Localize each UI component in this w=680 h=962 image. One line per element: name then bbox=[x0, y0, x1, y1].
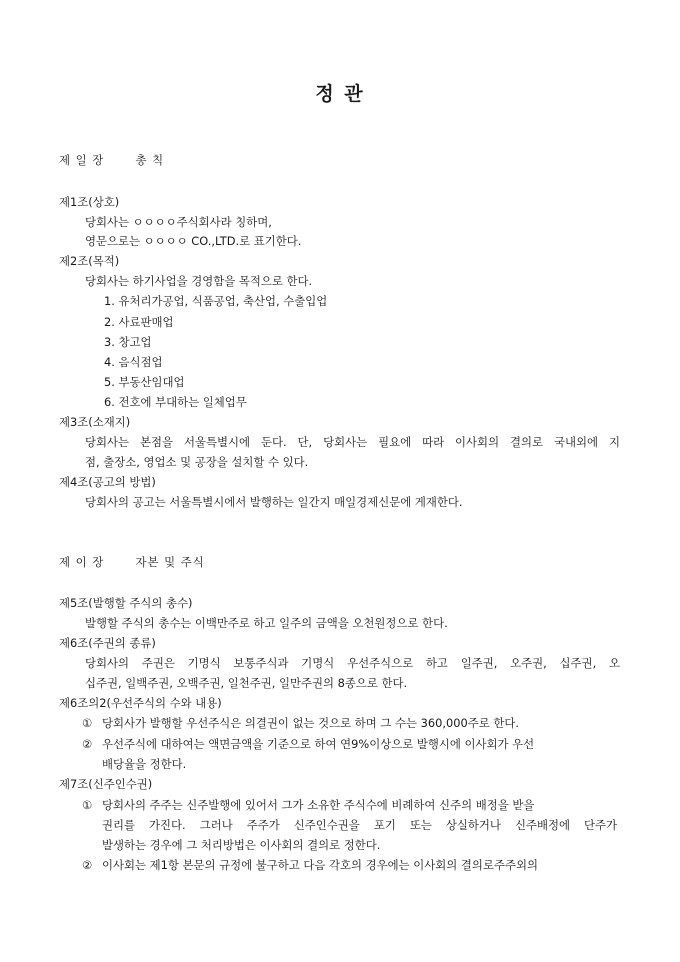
chapter-2-label: 제 이 장 bbox=[59, 555, 105, 569]
article-2-item-5: 5. 부동산임대업 bbox=[104, 375, 185, 389]
paragraph-number: ① bbox=[82, 716, 93, 730]
article-2-item-4: 4. 음식점업 bbox=[104, 355, 163, 369]
article-6-2-paragraph-1 bbox=[82, 716, 519, 731]
paragraph-text: 이사회는 제1항 본문의 규정에 불구하고 다음 각호의 경우에는 이사회의 결의로주주외의 bbox=[102, 858, 538, 872]
article-2-item-3: 3. 창고업 bbox=[104, 335, 152, 349]
paragraph-text: 우선주식에 대하여는 액면금액을 기준으로 하여 연9%이상으로 발행시에 이사회가 우선 bbox=[102, 737, 535, 751]
article-3-heading: 제3조(소재지) bbox=[59, 415, 131, 429]
article-5-line-1: 발행할 주식의 총수는 이백만주로 하고 일주의 금액을 오천원정으로 한다. bbox=[85, 616, 448, 630]
article-6-2-paragraph-2 bbox=[82, 737, 534, 752]
article-2-item-1: 1. 유처리가공업, 식품공업, 축산업, 수출입업 bbox=[104, 294, 328, 308]
paragraph-number: ② bbox=[82, 858, 93, 872]
article-6-line-1: 당회사의 주권은 기명식 보통주식과 기명식 우선주식으로 하고 일주권, 오주권, 십주권, 오 bbox=[85, 656, 620, 670]
article-6-2-paragraph-2-line-2: 배당율을 정한다. bbox=[102, 757, 187, 771]
paragraph-number: ② bbox=[82, 737, 93, 751]
paragraph-text: 당회사가 발행할 우선주식은 의결권이 없는 것으로 하며 그 수는 360,000주로 한다. bbox=[102, 716, 520, 730]
chapter-2-heading bbox=[59, 555, 205, 570]
article-3-line-2: 점, 출장소, 영업소 및 공장을 설치할 수 있다. bbox=[85, 455, 309, 469]
article-2-heading: 제2조(목적) bbox=[59, 254, 120, 268]
article-1-heading: 제1조(상호) bbox=[59, 195, 120, 209]
article-4-line-1: 당회사의 공고는 서울특별시에서 발행하는 일간지 매일경제신문에 게재한다. bbox=[85, 495, 463, 509]
chapter-1-heading bbox=[59, 153, 164, 168]
article-7-paragraph-2 bbox=[82, 858, 538, 873]
paragraph-text: 당회사의 주주는 신주발행에 있어서 그가 소유한 주식수에 비례하여 신주의 배정을 받을 bbox=[102, 798, 535, 812]
article-7-paragraph-1-line-2: 권리를 가진다. 그러나 주주가 신주인수권을 포기 또는 상실하거나 신주배정에 단주가 bbox=[102, 818, 617, 832]
paragraph-number: ① bbox=[82, 798, 93, 812]
article-2-intro: 당회사는 하기사업을 경영함을 목적으로 한다. bbox=[85, 274, 313, 288]
article-2-item-6: 6. 전호에 부대하는 일체업무 bbox=[104, 395, 247, 409]
article-7-paragraph-1 bbox=[82, 798, 534, 813]
chapter-1-name: 총 칙 bbox=[135, 153, 165, 167]
chapter-1-label: 제 일 장 bbox=[59, 153, 105, 167]
article-1-line-1: 당회사는 ㅇㅇㅇㅇ주식회사라 칭하며, bbox=[85, 215, 272, 229]
article-5-heading: 제5조(발행할 주식의 총수) bbox=[59, 596, 193, 610]
article-2-item-2: 2. 사료판매업 bbox=[104, 315, 174, 329]
article-6-heading: 제6조(주권의 종류) bbox=[59, 636, 156, 650]
article-7-heading: 제7조(신주인수권) bbox=[59, 777, 153, 791]
chapter-2-name: 자본 및 주식 bbox=[135, 555, 205, 569]
article-6-line-2: 십주권, 일백주권, 오백주권, 일천주권, 일만주권의 8종으로 한다. bbox=[85, 676, 408, 690]
article-6-2-heading: 제6조의2(우선주식의 수와 내용) bbox=[59, 696, 222, 710]
article-3-line-1: 당회사는 본점을 서울특별시에 둔다. 단, 당회사는 필요에 따라 이사회의 결의로 국내외에 지 bbox=[85, 435, 620, 449]
article-7-paragraph-1-line-3: 발생하는 경우에 그 처리방법은 이사회의 결의로 정한다. bbox=[102, 838, 381, 852]
article-1-line-2: 영문으로는 ㅇㅇㅇㅇ CO.,LTD.로 표기한다. bbox=[85, 234, 302, 248]
article-4-heading: 제4조(공고의 방법) bbox=[59, 475, 156, 489]
document-title: 정 관 bbox=[315, 83, 365, 105]
